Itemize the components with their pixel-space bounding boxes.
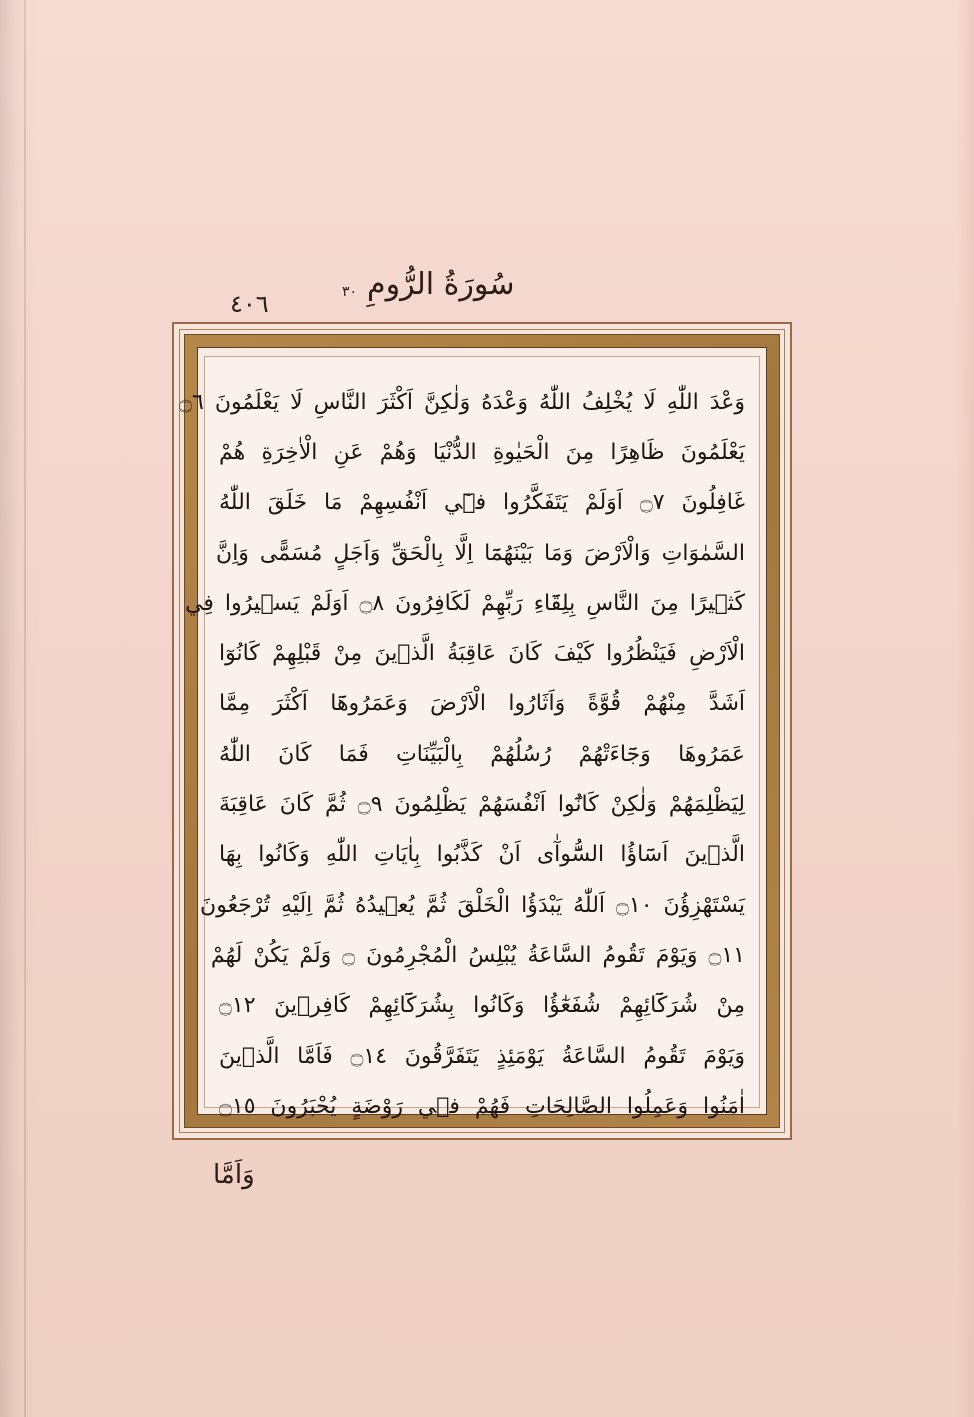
catchword: وَاَمَّا: [213, 1160, 255, 1190]
text-line-content: وَيَوْمَ تَقُومُ السَّاعَةُ يَوْمَئِذٍ يَتَفَرَّقُونَ ۝١٤ فَاَمَّا الَّذٖينَ: [219, 1043, 745, 1069]
text-line: [179, 377, 745, 427]
text-line-content: يَعْلَمُونَ ظَاهِرًا مِنَ الْحَيٰوةِ الدُّنْيَا وَهُمْ عَنِ الْاٰخِرَةِ هُمْ: [219, 439, 745, 465]
text-line: [219, 679, 745, 729]
text-line: [219, 1031, 745, 1081]
text-line: [219, 830, 745, 880]
text-line: [200, 880, 745, 930]
text-line-content: لِيَظْلِمَهُمْ وَلٰكِنْ كَانُٓوا اَنْفُسَهُمْ يَظْلِمُونَ ۝٩ ثُمَّ كَانَ عَاقِبَةَ: [219, 792, 746, 818]
text-line-content: وَعْدَ اللّٰهِ لَا يُخْلِفُ اللّٰهُ وَعْدَهُ وَلٰكِنَّ اَكْثَرَ النَّاسِ لَا يَعْلَمُونَ ۝٦: [179, 389, 745, 415]
text-line-content: اَشَدَّ مِنْهُمْ قُوَّةً وَاَثَارُوا الْاَرْضَ وَعَمَرُوهَٓا اَكْثَرَ مِمَّا: [219, 691, 745, 717]
text-line-content: اٰمَنُوا وَعَمِلُوا الصَّالِحَاتِ فَهُمْ فٖي رَوْضَةٍ يُحْبَرُونَ ۝١٥: [219, 1093, 745, 1119]
text-block: [179, 356, 760, 1119]
text-line-content: ۝١١ وَيَوْمَ تَقُومُ السَّاعَةُ يُبْلِسُ الْمُجْرِمُونَ ۝ وَلَمْ يَكُنْ لَهُمْ: [210, 942, 745, 968]
text-line-content: مِنْ شُرَكَٓائِهِمْ شُفَعٰٓؤُا وَكَانُوا بِشُرَكَٓائِهِمْ كَافِرٖينَ ۝١٢: [219, 993, 745, 1019]
text-line: [219, 981, 745, 1031]
text-line-content: كَثٖيرًا مِنَ النَّاسِ بِلِقَٓاءِ رَبِّهِمْ لَكَافِرُونَ ۝٨ اَوَلَمْ يَسٖيرُوا فِي: [185, 590, 745, 616]
text-line: [219, 729, 745, 779]
text-line-content: عَمَرُوهَا وَجَٓاءَتْهُمْ رُسُلُهُمْ بِالْبَيِّنَاتِ فَمَا كَانَ اللّٰهُ: [219, 741, 745, 767]
text-line-content: يَسْتَهْزِؤُنَ ۝١٠ اَللّٰهُ يَبْدَؤُا الْخَلْقَ ثُمَّ يُعٖيدُهُ ثُمَّ اِلَيْهِ تُرْجَعُونَ: [200, 892, 745, 918]
text-frame: [172, 322, 792, 1140]
page-number: ٤٠٦: [230, 290, 269, 318]
text-line-content: الْاَرْضِ فَيَنْظُرُوا كَيْفَ كَانَ عَاقِبَةُ الَّذٖينَ مِنْ قَبْلِهِمْ كَانُوٓا: [219, 641, 745, 667]
text-line-content: السَّمٰوَاتِ وَالْاَرْضَ وَمَا بَيْنَهُمَٓا اِلَّا بِالْحَقِّ وَاَجَلٍ مُسَمًّى وَاِنَّ: [216, 540, 745, 566]
text-line: [219, 779, 745, 829]
text-line: [219, 628, 745, 678]
text-line: [219, 427, 745, 477]
surah-header: [342, 267, 602, 302]
text-line: [219, 1081, 745, 1131]
page-edge: [956, 0, 974, 1417]
binding-gutter: [24, 0, 26, 1417]
text-line-content: الَّذٖينَ اَسَٓاؤُا السُّٓوآٰى اَنْ كَذَّبُوا بِاٰيَاتِ اللّٰهِ وَكَانُوا بِهَا: [219, 842, 745, 868]
text-line: [210, 930, 745, 980]
surah-number: ٣٠: [342, 284, 358, 300]
text-line: [185, 578, 745, 628]
text-line: [219, 478, 745, 528]
surah-name: سُورَةُ الرُّومِ: [367, 267, 515, 302]
text-line: [216, 528, 745, 578]
text-line-content: غَافِلُونَ ۝٧ اَوَلَمْ يَتَفَكَّرُوا فٖٓي اَنْفُسِهِمْ مَا خَلَقَ اللّٰهُ: [219, 490, 745, 516]
